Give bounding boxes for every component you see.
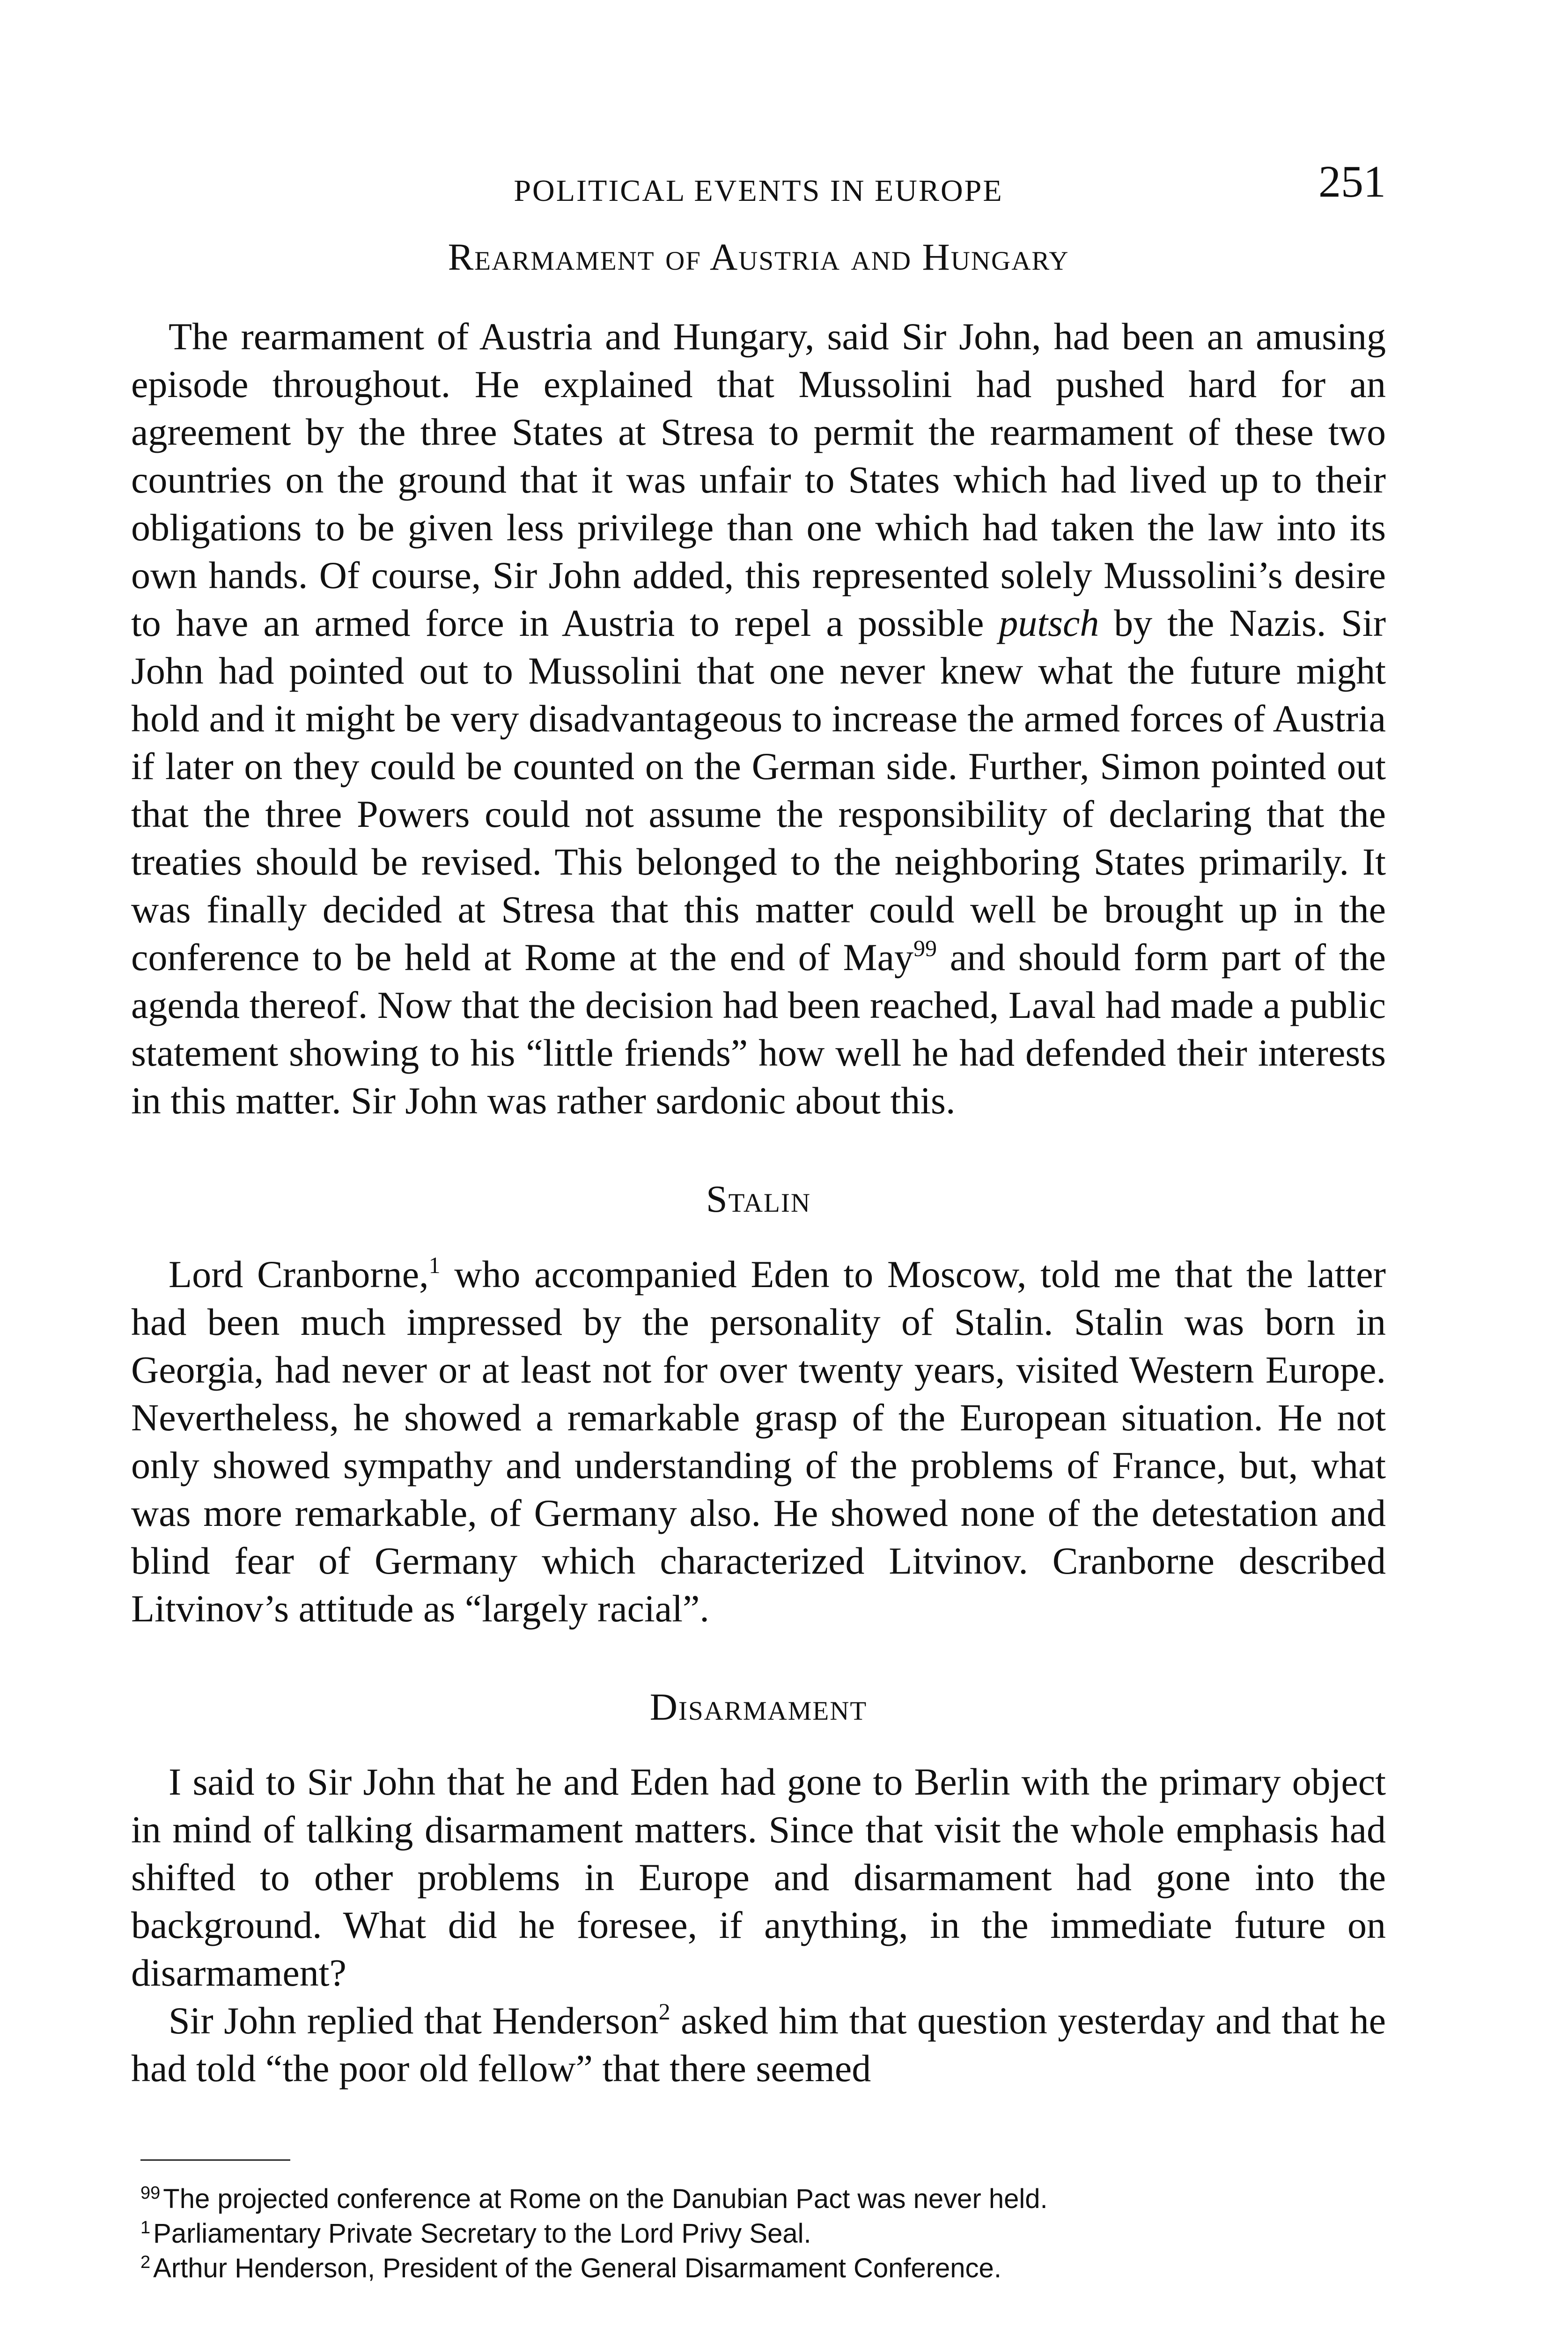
body-paragraph: Lord Cranborne,$^1$ who accompanied Eden to Moscow, told me that the latter had been much impressed by the personality of Stalin. Stalin was born in Georgia, had never or at least not for over twenty years, visited Western Europe. Nevertheless, he showed a remarkable grasp of the European situation. He not only showed sympathy and understanding of the problems of France, but, what was more remarkable, of Germany also. He showed none of the detestation and blind fear of Germany which characterized Litvinov. Cranborne described Litvinov’s attitude as “largely racial”. xyxy=(131,1251,1386,1630)
footnote-ref: 1 xyxy=(428,1251,441,1278)
footnote-ref: 99 xyxy=(913,935,937,962)
page-number: 251 xyxy=(1318,156,1386,206)
section-heading-disarmament: Disarmament xyxy=(649,1685,868,1728)
footnote: $^{99}$ The projected conference at Rome on the Danubian Pact was never held. xyxy=(140,2183,1048,2214)
footnote-divider xyxy=(140,2159,290,2161)
emphasis-putsch: putsch xyxy=(999,602,1099,645)
footnote: $^1$ Parliamentary Private Secretary to the Lord Privy Seal. xyxy=(140,2218,811,2249)
running-title: POLITICAL EVENTS IN EUROPE xyxy=(514,174,1003,208)
body-paragraph: The rearmament of Austria and Hungary, said Sir John, had been an amusing episode throughout. He explained that Mussolini had pushed hard for an agreement by the three States at Stresa to permit the rearmament of these two countries on the ground that it was unfair to States which had lived up to their obligations to be given less privilege than one which had taken the law into its own hands. Of course, Sir John added, this represented solely Mussolini’s desire to have an armed force in Austria to repel a possible putsch by the Nazis. Sir John had pointed out to Mussolini that one never knew what the future might hold and it might be very disadvantageous to increase the armed forces of Austria if later on they could be counted on the German side. Further, Simon pointed out that the three Powers could not assume the responsibility of declaring that the treaties should be revised. This belonged to the neighboring States primarily. It was finally decided at Stresa that this matter could well be brought up in the conference to be held at Rome at the end of May$^{99}$ and should form part of the agenda thereof. Now that the decision had been reached, Laval had made a public statement showing to his “little friends” how well he had defended their interests in this matter. Sir John was rather sardonic about this. xyxy=(131,315,1386,1122)
running-head xyxy=(131,156,1386,215)
text-column xyxy=(131,234,1386,2092)
footnotes xyxy=(140,2182,1386,2286)
body-paragraph: I said to Sir John that he and Eden had gone to Berlin with the primary object in mind of talking disarmament matters. Since that visit the whole emphasis had shifted to other problems in Europe and disarmament had gone into the background. What did he foresee, if anything, in the immediate future on disarmament? xyxy=(131,1760,1386,1995)
footnote-mark: 2 xyxy=(140,2253,151,2272)
footnote-mark: 99 xyxy=(140,2183,161,2203)
footnote-ref: 2 xyxy=(658,1998,670,2025)
footnote-mark: 1 xyxy=(140,2218,151,2238)
body-paragraph: Sir John replied that Henderson$^2$ asked him that question yesterday and that he had told “the poor old fellow” that there seemed xyxy=(131,1998,1386,2090)
footnote: $^2$ Arthur Henderson, President of the General Disarmament Conference. xyxy=(140,2253,1001,2283)
section-heading-stalin: Stalin xyxy=(706,1178,811,1221)
section-heading-rearmament: Rearmament of Austria and Hungary xyxy=(448,236,1069,278)
